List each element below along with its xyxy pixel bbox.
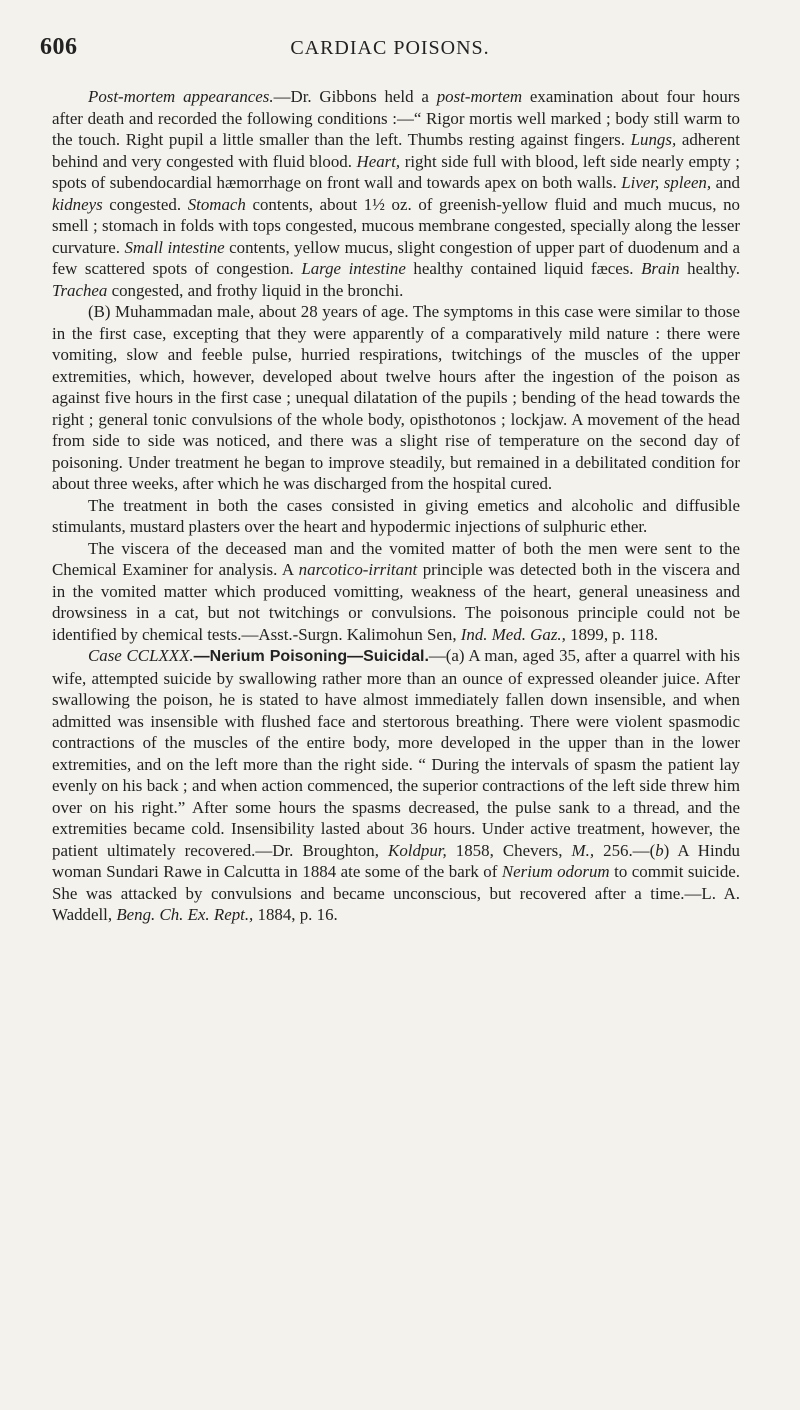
text: 1884, p. 16. bbox=[253, 905, 338, 924]
text: ) A Hindu woman Sundari Rawe in Calcutta in 1884 ate some of the bark of bbox=[52, 840, 740, 881]
text: healthy contained liquid fæces. bbox=[405, 259, 642, 278]
italic-term-lungs: Lungs, bbox=[630, 130, 677, 149]
text: to commit suicide. She was attacked by convulsions and became unconscious, but recovered after a time.—L. A. Waddell, bbox=[52, 862, 740, 924]
text: The viscera of the deceased man and the vomited matter of both the men were sent to the Chemical Examiner for analysis. A bbox=[52, 538, 740, 579]
text: and bbox=[711, 173, 740, 192]
text: contents, about 1½ oz. of greenish-yellow fluid and much mucus, no smell ; stomach in folds with tops congested, mucous membrane congested, specially along the lesser curvature. bbox=[52, 194, 740, 257]
italic-term-heart: Heart, bbox=[356, 151, 401, 171]
italic-term-small-intestine: Small intestine bbox=[124, 237, 225, 257]
page-body bbox=[52, 86, 740, 926]
text: adherent behind and very congested with fluid blood. bbox=[52, 130, 740, 171]
text: congested. bbox=[102, 194, 188, 214]
citation-abbrev: M., bbox=[571, 840, 595, 860]
paragraph-case-cclxxx bbox=[52, 645, 740, 926]
citation-journal: Ind. Med. Gaz., bbox=[460, 624, 566, 644]
italic-term-brain: Brain bbox=[641, 259, 680, 278]
citation-place: Koldpur, bbox=[388, 840, 447, 860]
text: congested, and frothy liquid in the bronchi. bbox=[107, 280, 404, 300]
text: contents, yellow mucus, slight congestion of upper part of duodenum and a few scattered spots of congestion. bbox=[52, 237, 740, 278]
paragraph-viscera bbox=[52, 538, 740, 646]
heading-post-mortem-appearances: Post-mortem appearances. bbox=[88, 87, 274, 106]
text: principle was detected both in the viscera and in the vomited matter which produced vomitting, weakness of the heart, general uneasiness and drowsiness in a cat, but not twitchings or convulsions. The poisonous principle could not be identified by chemical tests.—Asst.-Surgn. Kalimohun Sen, bbox=[52, 560, 740, 644]
italic-term-kidneys: kidneys bbox=[52, 194, 103, 214]
citation-report: Beng. Ch. Ex. Rept., bbox=[116, 905, 254, 924]
text: 1899, p. 118. bbox=[565, 624, 659, 644]
page-number: 606 bbox=[40, 34, 78, 60]
text: right side full with blood, left side nearly empty ; spots of subendocardial hæmorrhage on front wall and towards apex on both walls. bbox=[52, 151, 740, 192]
paragraph-post-mortem bbox=[52, 86, 740, 301]
text: —(a) A man, aged 35, after a quarrel with his wife, attempted suicide by swallowing rather more than an ounce of expressed oleander juice. After swallowing the poison, he is stated to have almost immediately fallen down insensible, and when admitted was insensible with flushed face and stertorous breathing. There were violent spasmodic contractions of the muscles of the entire body, more developed in the upper than in the lower extremities, and on the left more than the right side. “ During the intervals of spasm the patient lay evenly on his back ; and when action commenced, the superior contractions of the left side threw him over on his right.” After some hours the spasms decreased, the pulse sank to a thread, and the extremities became cold. Insensibility lasted about 36 hours. Under active treatment, however, the patient ultimately recovered.—Dr. Broughton, bbox=[52, 646, 740, 860]
paragraph-treatment: The treatment in both the cases consisted in giving emetics and alcoholic and diffusible stimulants, mustard plasters over the heart and hypodermic injections of sulphuric ether. bbox=[52, 495, 740, 536]
italic-term: narcotico-irritant bbox=[298, 560, 418, 579]
text: 1858, Chevers, bbox=[446, 840, 572, 860]
paragraph-case-b: (B) Muhammadan male, about 28 years of age. The symptoms in this case were similar to those in the first case, excepting that they were apparently of a comparatively mild nature : there were vomiting, slow and feeble pulse, hurried respirations, twitchings of the muscles of the upper extremities, which, however, developed about twelve hours after the ingestion of the poison as against five hours in the first case ; unequal dilatation of the pupils ; bending of the head towards the right ; general tonic convulsions of the whole body, opisthotonos ; lockjaw. A movement of the head from side to side was noticed, and there was a slight rise of temperature on the second day of poisoning. Under treatment he began to improve steadily, but remained in a debilitated condition for about three weeks, after which he was discharged from the hospital cured. bbox=[52, 302, 740, 493]
italic-term-trachea: Trachea bbox=[52, 280, 108, 300]
case-number: Case CCLXXX. bbox=[88, 646, 194, 665]
text: —Dr. Gibbons held a bbox=[273, 87, 437, 106]
text: examination about four hours after death and recorded the following conditions :—“ Rigor mortis well marked ; body still warm to the touch. Right pupil a little smaller than the left. Thumbs resting against fingers. bbox=[52, 87, 741, 149]
case-title: —Nerium Poisoning—Suicidal. bbox=[193, 648, 429, 665]
text: healthy. bbox=[679, 259, 740, 278]
italic-term-nerium-odorum: Nerium odorum bbox=[501, 862, 610, 881]
page-header bbox=[40, 34, 740, 62]
italic-term-liver-spleen: Liver, spleen, bbox=[621, 173, 712, 192]
italic-term: post-mortem bbox=[436, 87, 523, 106]
italic-term-large-intestine: Large intestine bbox=[301, 259, 406, 278]
subcase-letter: b bbox=[655, 840, 664, 860]
italic-term-stomach: Stomach bbox=[187, 194, 246, 214]
running-head: CARDIAC POISONS. bbox=[290, 37, 490, 59]
text: 256.—( bbox=[594, 840, 656, 860]
